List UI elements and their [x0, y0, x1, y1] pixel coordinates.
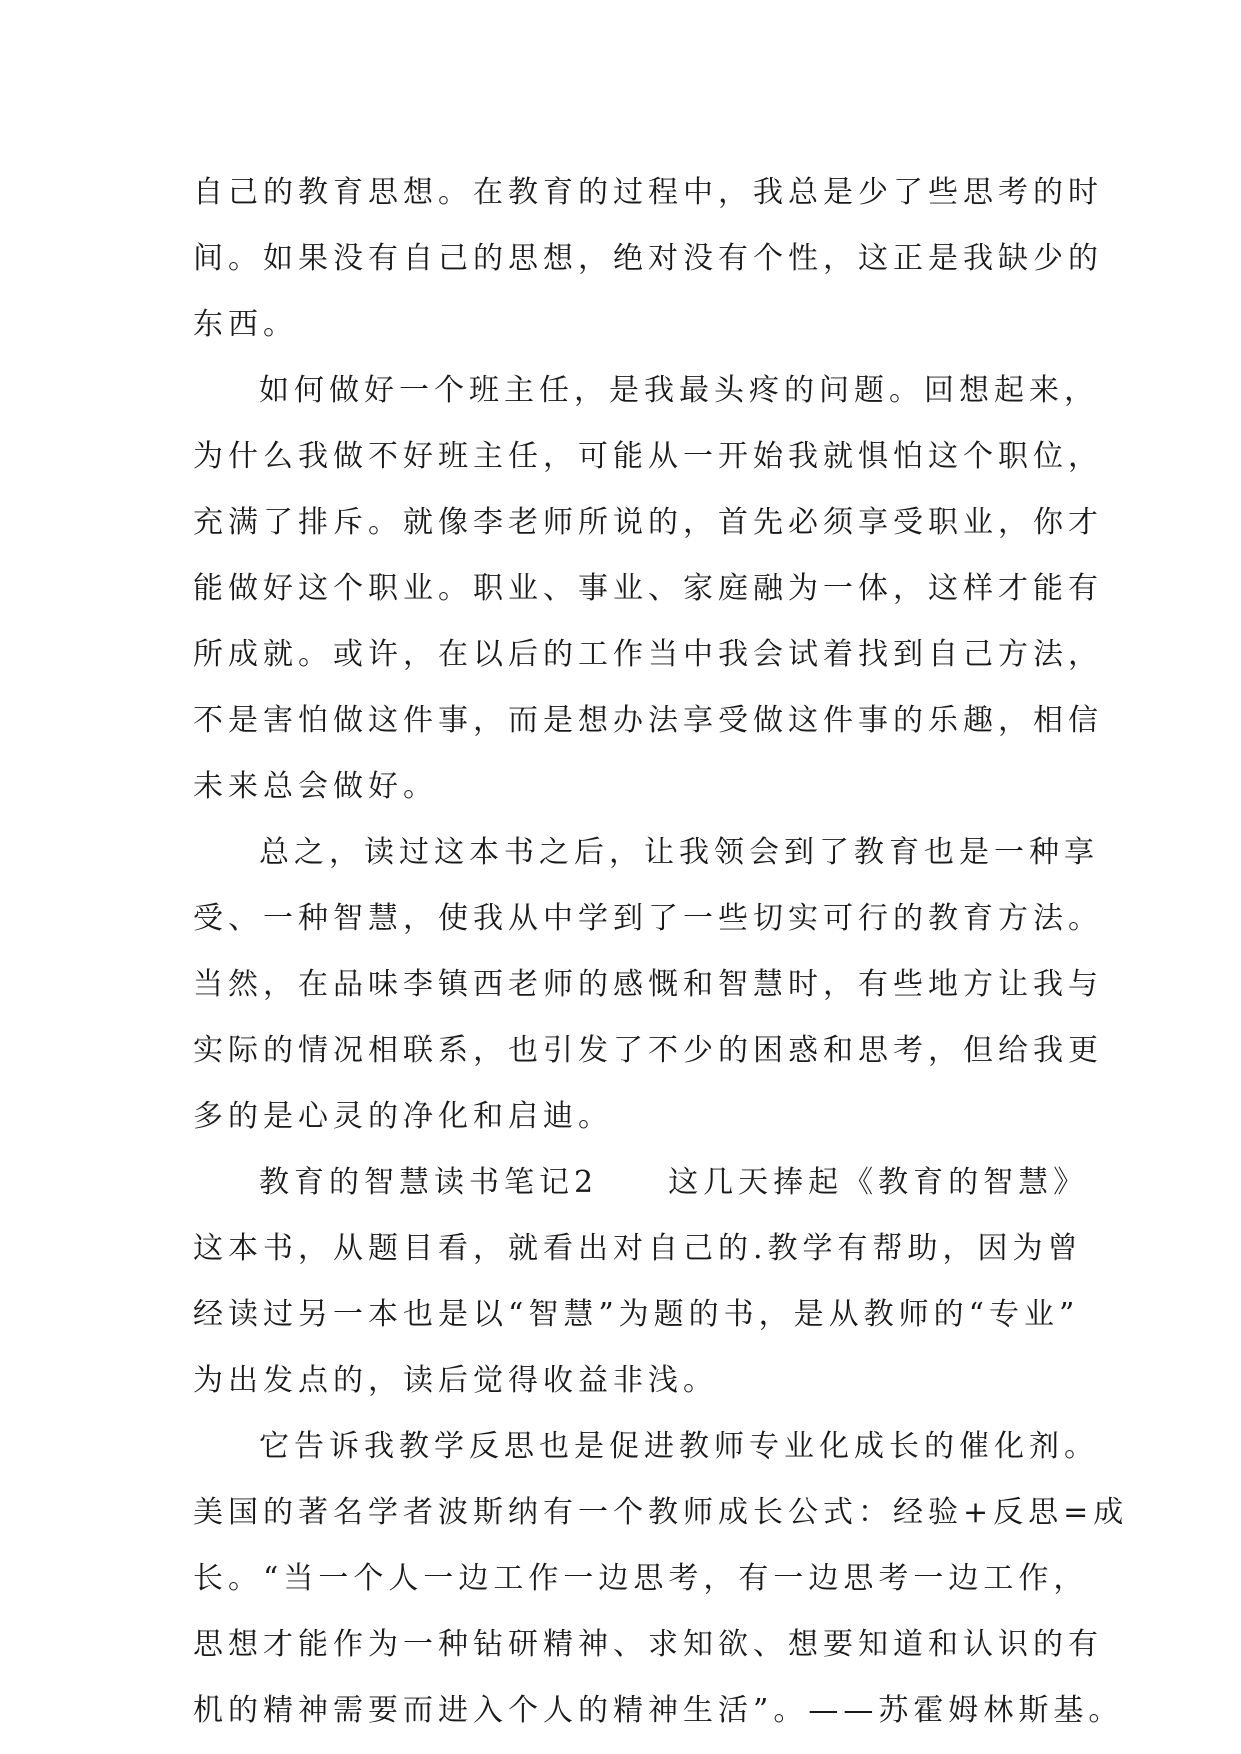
text-line: 思想才能作为一种钻研精神、求知欲、想要知道和认识的有: [193, 1627, 1103, 1662]
text-line: 东西。: [193, 307, 298, 342]
text-line: 自己的教育思想。在教育的过程中，我总是少了些思考的时: [193, 175, 1103, 210]
text-line: 为什么我做不好班主任，可能从一开始我就惧怕这个职位，: [193, 439, 1103, 474]
paragraph-start-line: 教育的智慧读书笔记2 这几天捧起《教育的智慧》: [259, 1165, 1089, 1200]
text-line: 当然，在品味李镇西老师的感慨和智慧时，有些地方让我与: [193, 967, 1103, 1002]
paragraph-start-line: 它告诉我教学反思也是促进教师专业化成长的催化剂。: [259, 1429, 1099, 1464]
paragraph-start-line: 总之，读过这本书之后，让我领会到了教育也是一种享: [259, 835, 1099, 870]
paragraph-start-line: 如何做好一个班主任，是我最头疼的问题。回想起来，: [259, 373, 1099, 408]
text-line: 这本书，从题目看，就看出对自己的.教学有帮助，因为曾: [193, 1231, 1083, 1266]
text-line: 实际的情况相联系，也引发了不少的困惑和思考，但给我更: [193, 1033, 1103, 1068]
text-line: 多的是心灵的净化和启迪。: [193, 1099, 613, 1134]
text-line: 长。“当一个人一边工作一边思考，有一边思考一边工作，: [193, 1561, 1089, 1596]
text-line: 充满了排斥。就像李老师所说的，首先必须享受职业，你才: [193, 505, 1103, 540]
document-body: [193, 160, 1129, 1744]
text-line: 为出发点的，读后觉得收益非浅。: [193, 1363, 718, 1398]
text-line: 受、一种智慧，使我从中学到了一些切实可行的教育方法。: [193, 901, 1103, 936]
text-line: 不是害怕做这件事，而是想办法享受做这件事的乐趣，相信: [193, 703, 1103, 738]
text-line: 机的精神需要而进入个人的精神生活”。——苏霍姆林斯基。: [193, 1693, 1124, 1728]
text-line: 间。如果没有自己的思想，绝对没有个性，这正是我缺少的: [193, 241, 1103, 276]
text-line: 经读过另一本也是以“智慧”为题的书，是从教师的“专业”: [193, 1297, 1080, 1332]
text-line: 能做好这个职业。职业、事业、家庭融为一体，这样才能有: [193, 571, 1103, 606]
text-line: 美国的著名学者波斯纳有一个教师成长公式：经验+反思=成: [193, 1495, 1129, 1530]
text-line: 所成就。或许，在以后的工作当中我会试着找到自己方法，: [193, 637, 1103, 672]
text-line: 未来总会做好。: [193, 769, 438, 804]
